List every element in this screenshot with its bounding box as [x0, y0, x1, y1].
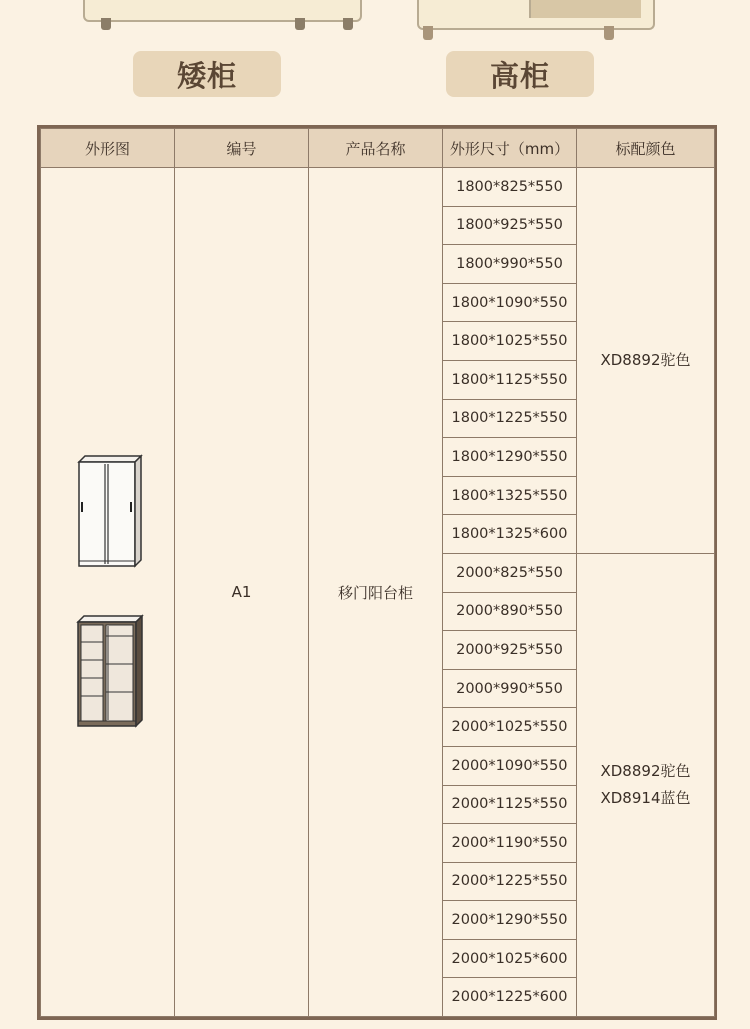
- cabinet-foot: [101, 18, 111, 30]
- low-cabinet-label: 矮柜: [133, 51, 281, 97]
- size-cell: 1800*825*550: [443, 168, 577, 207]
- color-cell: [577, 168, 715, 554]
- table-header-row: [41, 129, 715, 168]
- header-color: 标配颜色: [577, 129, 715, 168]
- high-cabinet-label: 高柜: [446, 51, 594, 97]
- product-name-cell: 移门阳台柜: [309, 168, 443, 1017]
- header-code: 编号: [175, 129, 309, 168]
- code-cell: A1: [175, 168, 309, 1017]
- size-cell: 2000*990*550: [443, 669, 577, 708]
- size-cell: 1800*1325*600: [443, 515, 577, 554]
- product-photo-strip: [0, 0, 750, 48]
- size-cell: 2000*925*550: [443, 631, 577, 670]
- shape-cell: [41, 168, 175, 1017]
- size-cell: 2000*1190*550: [443, 824, 577, 863]
- size-cell: 2000*825*550: [443, 553, 577, 592]
- header-size: 外形尺寸（mm）: [443, 129, 577, 168]
- cabinet-closed-illustration: [73, 452, 143, 572]
- size-cell: 1800*1225*550: [443, 399, 577, 438]
- size-cell: 2000*1125*550: [443, 785, 577, 824]
- high-cabinet-photo: [417, 0, 655, 30]
- size-cell: 2000*1290*550: [443, 901, 577, 940]
- size-cell: 2000*1225*600: [443, 978, 577, 1017]
- size-cell: 1800*990*550: [443, 245, 577, 284]
- cabinet-open-illustration: [72, 612, 144, 732]
- size-cell: 1800*925*550: [443, 206, 577, 245]
- size-cell: 2000*1025*600: [443, 939, 577, 978]
- cabinet-foot: [343, 18, 353, 30]
- color-value: XD8914蓝色: [600, 789, 691, 807]
- size-cell: 2000*1025*550: [443, 708, 577, 747]
- cabinet-foot: [295, 18, 305, 30]
- size-cell: 2000*890*550: [443, 592, 577, 631]
- low-cabinet-photo: [83, 0, 362, 22]
- size-cell: 2000*1090*550: [443, 746, 577, 785]
- cabinet-shelf: [529, 0, 641, 18]
- color-cell: [577, 553, 715, 1016]
- cabinet-foot: [423, 26, 433, 40]
- color-value: XD8892驼色: [600, 762, 691, 780]
- size-cell: 1800*1325*550: [443, 476, 577, 515]
- header-product-name: 产品名称: [309, 129, 443, 168]
- table-row: [41, 168, 715, 207]
- size-cell: 1800*1025*550: [443, 322, 577, 361]
- color-value: XD8892驼色: [600, 350, 691, 369]
- size-cell: 2000*1225*550: [443, 862, 577, 901]
- size-cell: 1800*1290*550: [443, 438, 577, 477]
- cabinet-foot: [604, 26, 614, 40]
- header-shape: 外形图: [41, 129, 175, 168]
- size-cell: 1800*1125*550: [443, 360, 577, 399]
- spec-table: [37, 125, 717, 1020]
- size-cell: 1800*1090*550: [443, 283, 577, 322]
